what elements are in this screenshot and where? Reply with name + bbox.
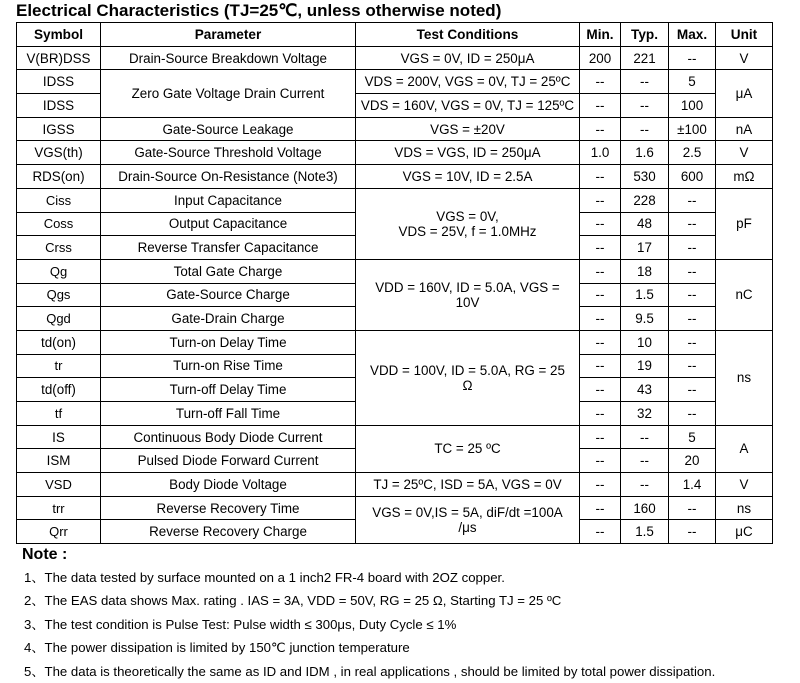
min-cell: -- [580,449,621,473]
symbol-cell: Qg [17,259,101,283]
condition-line: VGS = 0V, [436,208,499,224]
condition-cell: TC = 25 ºC [356,425,580,472]
min-cell: -- [580,259,621,283]
max-cell: -- [669,496,716,520]
parameter-cell: Pulsed Diode Forward Current [101,449,356,473]
symbol-cell: VSD [17,473,101,497]
header-unit: Unit [716,23,773,47]
header-max: Max. [669,23,716,47]
table-row [17,117,773,141]
max-cell: -- [669,402,716,426]
symbol-cell: Qgs [17,283,101,307]
section-title: Electrical Characteristics (TJ=25℃, unless otherwise noted) [16,1,502,20]
header-test-conditions: Test Conditions [356,23,580,47]
max-cell: -- [669,520,716,544]
typ-cell: -- [621,94,669,118]
symbol-cell: IS [17,425,101,449]
min-cell: -- [580,212,621,236]
typ-cell: 17 [621,236,669,260]
unit-cell: ns [716,330,773,425]
symbol-cell: V(BR)DSS [17,46,101,70]
typ-cell: 18 [621,259,669,283]
condition-cell: VDS = 200V, VGS = 0V, TJ = 25ºC [356,70,580,94]
symbol-cell: IDSS [17,94,101,118]
max-cell: -- [669,283,716,307]
parameter-cell: Gate-Source Threshold Voltage [101,141,356,165]
min-cell: -- [580,307,621,331]
table-row [17,330,773,354]
min-cell: -- [580,70,621,94]
table-row [17,165,773,189]
unit-cell: μA [716,70,773,117]
unit-cell: V [716,141,773,165]
typ-cell: 221 [621,46,669,70]
electrical-characteristics-table [16,22,773,544]
typ-cell: 228 [621,188,669,212]
min-cell: -- [580,236,621,260]
typ-cell: 48 [621,212,669,236]
max-cell: 5 [669,425,716,449]
note-item: 2、The EAS data shows Max. rating . IAS = 3A, VDD = 50V, RG = 25 Ω, Starting TJ = 25 ºC [24,593,562,609]
min-cell: -- [580,354,621,378]
parameter-cell: Reverse Transfer Capacitance [101,236,356,260]
max-cell: -- [669,330,716,354]
symbol-cell: VGS(th) [17,141,101,165]
note-item: 1、The data tested by surface mounted on a 1 inch2 FR-4 board with 2OZ copper. [24,570,505,585]
condition-cell: VGS = 0V, ID = 250μA [356,46,580,70]
note-item: 5、The data is theoretically the same as ID and IDM , in real applications , should be limited by total power dissipation. [24,663,716,679]
condition-cell [356,496,580,543]
table-row [17,496,773,520]
parameter-cell: Gate-Drain Charge [101,307,356,331]
unit-cell: pF [716,188,773,259]
min-cell: -- [580,283,621,307]
symbol-cell: td(off) [17,378,101,402]
typ-cell: -- [621,117,669,141]
typ-cell: 10 [621,330,669,354]
max-cell: 600 [669,165,716,189]
symbol-cell: Crss [17,236,101,260]
table-row [17,141,773,165]
typ-cell: 160 [621,496,669,520]
max-cell: 20 [669,449,716,473]
min-cell: -- [580,520,621,544]
min-cell: -- [580,496,621,520]
parameter-cell: Turn-on Delay Time [101,330,356,354]
typ-cell: 32 [621,402,669,426]
typ-cell: 1.5 [621,520,669,544]
max-cell: -- [669,307,716,331]
condition-cell [356,259,580,330]
symbol-cell: Qrr [17,520,101,544]
table-row [17,46,773,70]
unit-cell: ns [716,496,773,520]
header-parameter: Parameter [101,23,356,47]
condition-cell: VDS = 160V, VGS = 0V, TJ = 125ºC [356,94,580,118]
parameter-cell: Turn-on Rise Time [101,354,356,378]
parameter-cell: Turn-off Delay Time [101,378,356,402]
parameter-cell: Turn-off Fall Time [101,402,356,426]
max-cell: -- [669,259,716,283]
condition-line: VDD = 100V, ID = 5.0A, RG = 25 [370,362,565,378]
unit-cell: nA [716,117,773,141]
min-cell: -- [580,117,621,141]
max-cell: -- [669,236,716,260]
parameter-cell: Reverse Recovery Time [101,496,356,520]
condition-cell [356,188,580,259]
symbol-cell: trr [17,496,101,520]
parameter-cell: Drain-Source Breakdown Voltage [101,46,356,70]
max-cell: ±100 [669,117,716,141]
note-title: Note : [22,546,68,563]
min-cell: -- [580,188,621,212]
symbol-cell: Ciss [17,188,101,212]
parameter-cell: Continuous Body Diode Current [101,425,356,449]
typ-cell: 1.5 [621,283,669,307]
table-row [17,473,773,497]
notes-list [24,566,715,683]
symbol-cell: Coss [17,212,101,236]
table-row [17,425,773,449]
table-row [17,259,773,283]
max-cell: -- [669,354,716,378]
condition-cell: VGS = 10V, ID = 2.5A [356,165,580,189]
condition-cell: VDS = VGS, ID = 250μA [356,141,580,165]
parameter-cell: Output Capacitance [101,212,356,236]
unit-cell: nC [716,259,773,330]
condition-cell: TJ = 25ºC, ISD = 5A, VGS = 0V [356,473,580,497]
max-cell: 2.5 [669,141,716,165]
condition-line: VDS = 25V, f = 1.0MHz [398,223,537,239]
typ-cell: 1.6 [621,141,669,165]
min-cell: -- [580,94,621,118]
typ-cell: 43 [621,378,669,402]
condition-line: VDD = 160V, ID = 5.0A, VGS = [375,279,560,295]
condition-line: VGS = 0V,IS = 5A, diF/dt =100A [372,504,563,520]
parameter-cell: Gate-Source Charge [101,283,356,307]
note-item: 4、The power dissipation is limited by 150℃ junction temperature [24,640,410,656]
min-cell: -- [580,378,621,402]
parameter-cell: Drain-Source On-Resistance (Note3) [101,165,356,189]
symbol-cell: IGSS [17,117,101,141]
condition-cell: VGS = ±20V [356,117,580,141]
unit-cell: V [716,473,773,497]
symbol-cell: tf [17,402,101,426]
typ-cell: -- [621,473,669,497]
unit-cell: μC [716,520,773,544]
max-cell: 1.4 [669,473,716,497]
max-cell: -- [669,188,716,212]
unit-cell: V [716,46,773,70]
symbol-cell: ISM [17,449,101,473]
parameter-cell: Reverse Recovery Charge [101,520,356,544]
parameter-cell: Gate-Source Leakage [101,117,356,141]
symbol-cell: RDS(on) [17,165,101,189]
table-row [17,188,773,212]
parameter-cell: Input Capacitance [101,188,356,212]
parameter-cell: Total Gate Charge [101,259,356,283]
header-symbol: Symbol [17,23,101,47]
typ-cell: -- [621,449,669,473]
min-cell: -- [580,402,621,426]
typ-cell: -- [621,425,669,449]
parameter-cell: Body Diode Voltage [101,473,356,497]
unit-cell: mΩ [716,165,773,189]
note-item: 3、The test condition is Pulse Test: Pulse width ≤ 300μs, Duty Cycle ≤ 1% [24,616,457,632]
symbol-cell: tr [17,354,101,378]
min-cell: -- [580,330,621,354]
table-row [17,70,773,94]
header-min: Min. [580,23,621,47]
condition-line: 10V [455,294,480,310]
max-cell: 5 [669,70,716,94]
typ-cell: -- [621,70,669,94]
unit-cell: A [716,425,773,472]
condition-line: /μs [458,519,477,535]
typ-cell: 530 [621,165,669,189]
symbol-cell: td(on) [17,330,101,354]
min-cell: -- [580,425,621,449]
typ-cell: 9.5 [621,307,669,331]
symbol-cell: Qgd [17,307,101,331]
max-cell: -- [669,212,716,236]
condition-line: Ω [462,377,473,393]
typ-cell: 19 [621,354,669,378]
symbol-cell: IDSS [17,70,101,94]
table-header-row [17,23,773,47]
max-cell: -- [669,46,716,70]
max-cell: -- [669,378,716,402]
parameter-cell: Zero Gate Voltage Drain Current [101,70,356,117]
header-typ: Typ. [621,23,669,47]
min-cell: 200 [580,46,621,70]
min-cell: -- [580,165,621,189]
condition-cell [356,330,580,425]
max-cell: 100 [669,94,716,118]
min-cell: -- [580,473,621,497]
min-cell: 1.0 [580,141,621,165]
